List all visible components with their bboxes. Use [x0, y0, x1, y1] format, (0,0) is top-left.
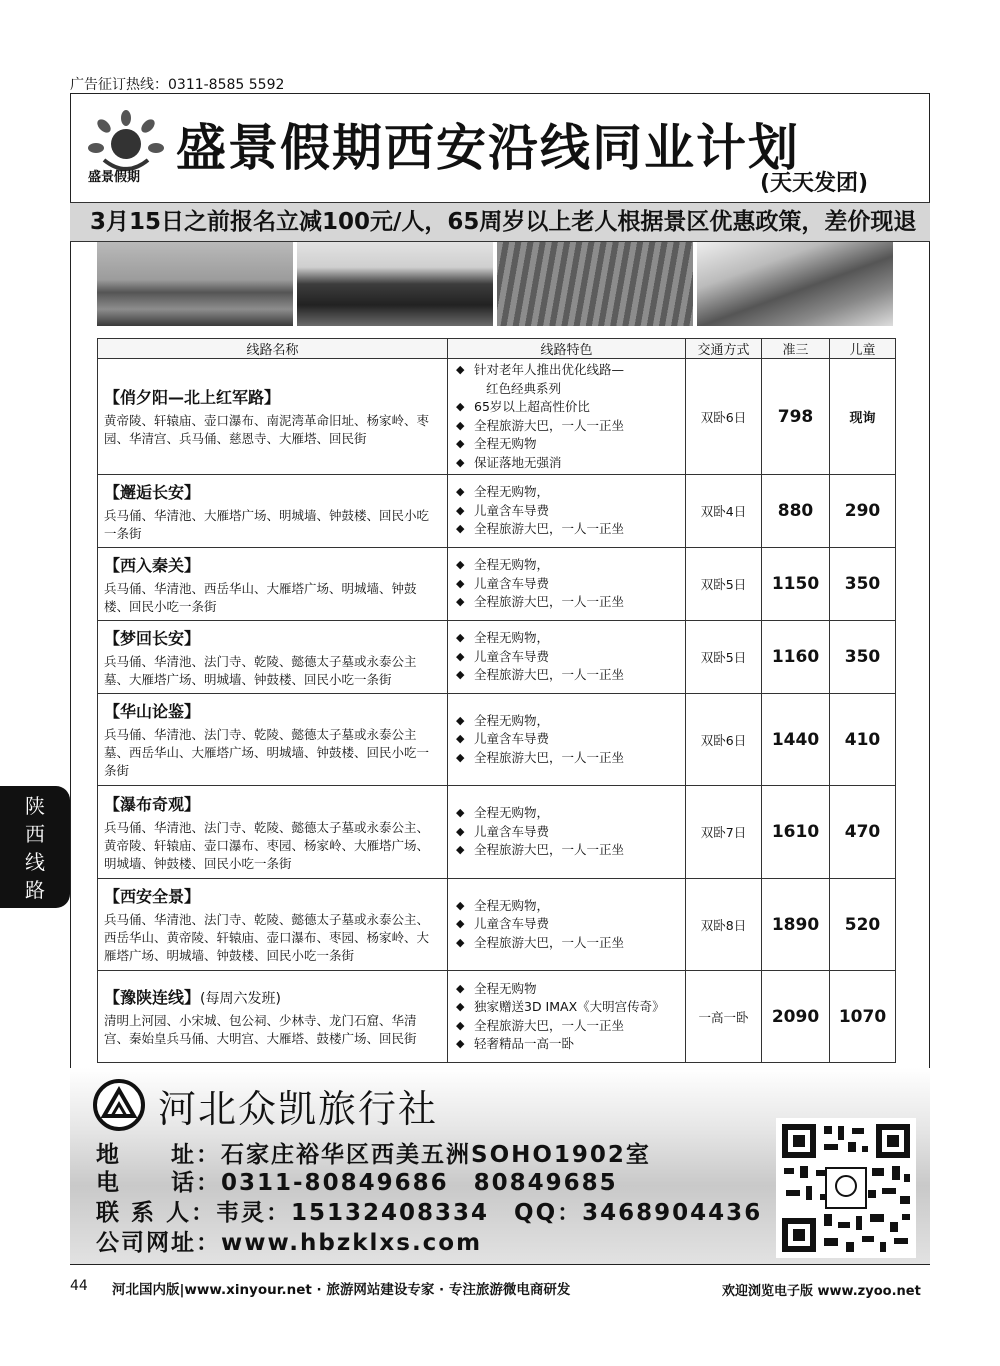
route-name: 【邂逅长安】: [104, 482, 201, 502]
route-sites: 兵马俑、华清池、西岳华山、大雁塔广场、明城墙、钟鼓楼、回民小吃一条街: [104, 580, 417, 614]
feature-item: ◆ 全程旅游大巴，一人一正坐: [456, 593, 677, 612]
footer-website: 欢迎浏览电子版 www.zyoo.net: [722, 1284, 921, 1299]
header-route-name: 线路名称: [98, 339, 448, 359]
route-cell: [98, 621, 448, 694]
ancient-town-photo: [97, 242, 293, 326]
features-cell: [448, 548, 686, 621]
table-row: [98, 786, 896, 879]
route-cell: [98, 475, 448, 548]
terracotta-army-photo: [497, 242, 693, 326]
route-cell: [98, 548, 448, 621]
feature-item: ◆ 全程无购物，: [456, 483, 677, 502]
side-tab-char: 西: [25, 822, 45, 846]
features-cell: [448, 694, 686, 786]
feature-item: ◆ 轻奢精品一高一卧: [456, 1035, 677, 1054]
features-cell: [448, 621, 686, 694]
feature-item: ◆ 全程旅游大巴，一人一正坐: [456, 749, 677, 768]
page-number: 44: [70, 1278, 88, 1294]
transport-cell: 双卧6日: [686, 359, 762, 475]
company-address: 地 址：石家庄裕华区西美五洲SOHO1902室: [96, 1142, 651, 1168]
feature-item: ◆ 全程无购物，: [456, 712, 677, 731]
table-row: [98, 548, 896, 621]
route-sites: 黄帝陵、轩辕庙、壶口瀑布、南泥湾革命旧址、杨家岭、枣园、华清宫、兵马俑、慈恩寺、大雁塔、回民街: [104, 413, 430, 446]
feature-item: ◆ 全程旅游大巴，一人一正坐: [456, 520, 677, 539]
feature-item: ◆ 儿童含车导费: [456, 502, 677, 521]
table-row: [98, 879, 896, 971]
feature-item: ◆ 全程无购物，: [456, 629, 677, 648]
feature-item: 红色经典系列: [486, 380, 562, 396]
feature-item: ◆ 儿童含车导费: [456, 730, 677, 749]
table-row: [98, 359, 896, 475]
feature-item: ◆ 儿童含车导费: [456, 648, 677, 667]
features-cell: [448, 475, 686, 548]
child-price-cell: 520: [830, 879, 896, 971]
route-cell: [98, 971, 448, 1063]
child-price-cell: 470: [830, 786, 896, 879]
features-cell: [448, 786, 686, 879]
route-sites: 兵马俑、华清池、法门寺、乾陵、懿德太子墓或永泰公主墓、大雁塔广场、明城墙、钟鼓楼、回民小吃一条街: [104, 653, 417, 687]
child-price-cell: 现询: [830, 359, 896, 475]
route-name: 【瀑布奇观】: [104, 794, 201, 814]
route-cell: [98, 694, 448, 786]
route-name: [104, 985, 441, 1008]
price-cell: 2090: [762, 971, 830, 1063]
feature-item: ◆ 独家赠送3D IMAX《大明宫传奇》: [456, 998, 677, 1017]
feature-item: ◆ 全程无购物，: [456, 804, 677, 823]
ad-hotline: 广告征订热线：0311-8585 5592: [70, 77, 285, 93]
feature-item: ◆ 全程旅游大巴，一人一正坐: [456, 841, 677, 860]
page-subtitle: (天天发团): [760, 171, 869, 196]
company-name: 河北众凯旅行社: [158, 1087, 439, 1131]
transport-cell: 双卧5日: [686, 621, 762, 694]
feature-item: ◆ 全程旅游大巴，一人一正坐: [456, 417, 677, 436]
company-logo-icon: [92, 1078, 146, 1132]
price-cell: 798: [762, 359, 830, 475]
route-name: 【梦回长安】: [104, 628, 201, 648]
table-row: [98, 475, 896, 548]
route-name: 【西安全景】: [104, 887, 201, 906]
promo-banner: 3月15日之前报名立减100元/人，65周岁以上老人根据景区优惠政策，差价现退: [70, 202, 930, 242]
transport-cell: 一高一卧: [686, 971, 762, 1063]
feature-item: ◆ 针对老年人推出优化线路—: [456, 361, 677, 380]
transport-cell: 双卧8日: [686, 879, 762, 971]
route-cell: [98, 879, 448, 971]
child-price-cell: 1070: [830, 971, 896, 1063]
feature-item: ◆ 保证落地无强消: [456, 454, 677, 473]
features-cell: [448, 879, 686, 971]
feature-item: ◆ 儿童含车导费: [456, 823, 677, 842]
price-cell: 880: [762, 475, 830, 548]
route-name: 【华山论鉴】: [104, 702, 201, 721]
price-cell: 1150: [762, 548, 830, 621]
feature-item: ◆ 全程无购物: [456, 980, 677, 999]
child-price-cell: 290: [830, 475, 896, 548]
company-phone: 电 话：0311-80849686 80849685: [96, 1170, 618, 1196]
table-header-row: [98, 339, 896, 359]
price-cell: 1160: [762, 621, 830, 694]
side-tab-char: 陕: [25, 794, 45, 818]
route-sites: 兵马俑、华清池、法门寺、乾陵、懿德太子墓或永泰公主、黄帝陵、轩辕庙、壶口瀑布、枣园、杨家岭、大雁塔广场、明城墙、钟鼓楼、回民小吃一条街: [104, 819, 430, 871]
price-cell: 1890: [762, 879, 830, 971]
table-row: [98, 694, 896, 786]
transport-cell: 双卧4日: [686, 475, 762, 548]
side-tab-char: 路: [25, 878, 45, 902]
bell-tower-photo: [297, 242, 493, 326]
route-table: [97, 338, 896, 1063]
qr-code-icon: [776, 1118, 916, 1258]
huashan-mountain-photo: [697, 242, 893, 326]
feature-item: ◆ 儿童含车导费: [456, 575, 677, 594]
feature-item: ◆ 全程旅游大巴，一人一正坐: [456, 1017, 677, 1036]
route-name: 【俏夕阳—北上红军路】: [104, 388, 281, 407]
features-cell: [448, 359, 686, 475]
header-price: 准三: [762, 339, 830, 359]
transport-cell: 双卧6日: [686, 694, 762, 786]
price-cell: 1610: [762, 786, 830, 879]
transport-cell: 双卧5日: [686, 548, 762, 621]
route-sites: 兵马俑、华清池、法门寺、乾陵、懿德太子墓或永泰公主墓、西岳华山、大雁塔广场、明城墙、钟鼓楼、回民小吃一条街: [104, 727, 430, 778]
feature-item: ◆ 65岁以上超高性价比: [456, 398, 677, 417]
features-cell: [448, 971, 686, 1063]
feature-item: ◆ 全程旅游大巴，一人一正坐: [456, 934, 677, 953]
feature-item: ◆ 全程无购物，: [456, 897, 677, 916]
route-cell: [98, 786, 448, 879]
route-cell: [98, 359, 448, 475]
company-website: 公司网址：www.hbzklxs.com: [96, 1230, 483, 1256]
route-sites: 清明上河园、小宋城、包公祠、少林寺、龙门石窟、华清宫、秦始皇兵马俑、大明宫、大雁塔、鼓楼广场、回民街: [104, 1013, 417, 1046]
route-sites: 兵马俑、华清池、法门寺、乾陵、懿德太子墓或永泰公主、西岳华山、黄帝陵、轩辕庙、壶口瀑布、枣园、杨家岭、大雁塔广场、明城墙、钟鼓楼、回民小吃一条街: [104, 912, 430, 963]
header-transport: 交通方式: [686, 339, 762, 359]
header-route-features: 线路特色: [448, 339, 686, 359]
logo-text: 盛景假期: [88, 170, 141, 185]
page-title: 盛景假期西安沿线同业计划: [176, 119, 800, 177]
table-row: [98, 971, 896, 1063]
table-row: [98, 621, 896, 694]
child-price-cell: 350: [830, 621, 896, 694]
transport-cell: 双卧7日: [686, 786, 762, 879]
feature-item: ◆ 儿童含车导费: [456, 915, 677, 934]
footer-publication: 河北国内版|www.xinyour.net · 旅游网站建设专家 · 专注旅游微电商研发: [112, 1282, 571, 1298]
child-price-cell: 350: [830, 548, 896, 621]
company-contact: 联 系 人：韦灵：15132408334 QQ：3468904436: [96, 1200, 763, 1226]
route-name: 【西入秦关】: [104, 555, 201, 575]
feature-item: ◆ 全程无购物: [456, 435, 677, 454]
route-sites: 兵马俑、华清池、大雁塔广场、明城墙、钟鼓楼、回民小吃一条街: [104, 507, 430, 541]
feature-item: ◆ 全程旅游大巴，一人一正坐: [456, 666, 677, 685]
header-child-price: 儿童: [830, 339, 896, 359]
route-name-text: 【豫陕连线】: [104, 988, 201, 1007]
feature-item: ◆ 全程无购物，: [456, 556, 677, 575]
child-price-cell: 410: [830, 694, 896, 786]
section-side-tab: [0, 786, 70, 908]
route-schedule-note: (每周六发班): [200, 991, 281, 1007]
price-cell: 1440: [762, 694, 830, 786]
side-tab-char: 线: [25, 850, 45, 874]
